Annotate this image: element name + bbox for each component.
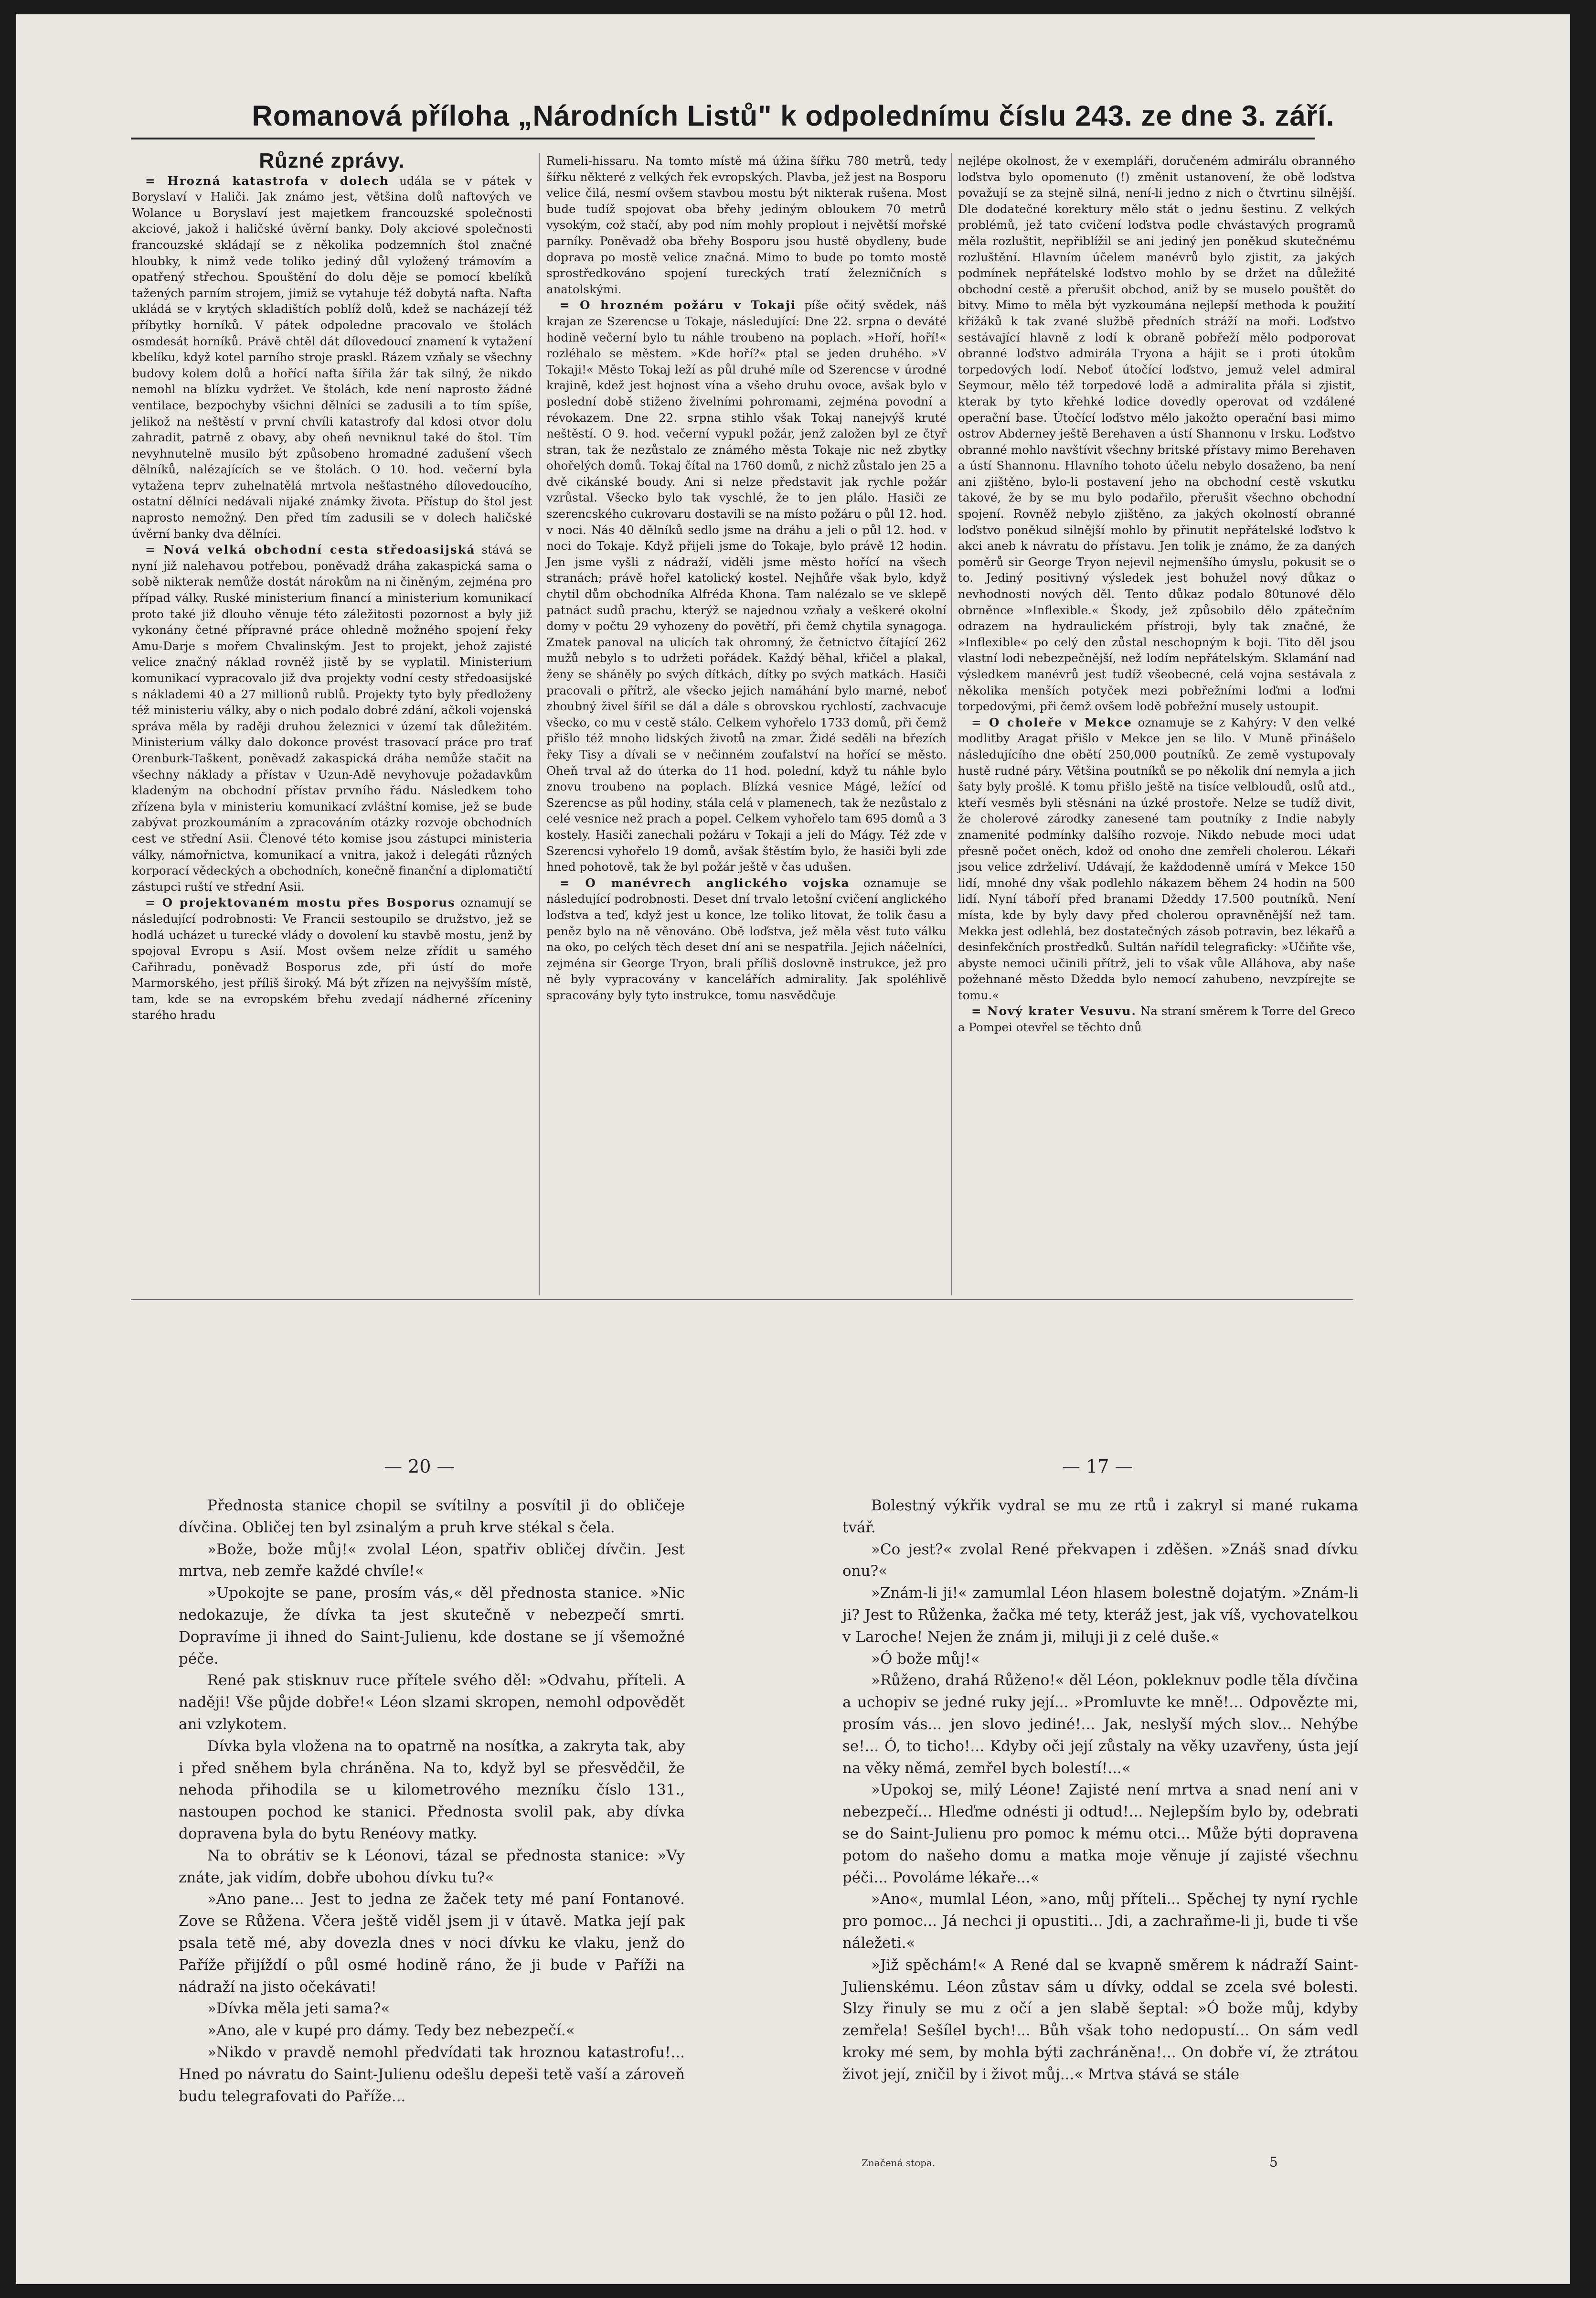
footer-signature-number: 5 (1269, 2154, 1278, 2170)
page-number-right: — 17 — (1062, 1456, 1133, 1477)
novel-paragraph: »Upokoj se, milý Léone! Zajisté není mrtva a snad není ani v nebezpečí... Hleďme odnésti ji odtud!... Nejlepším bylo by, odebrati se do Saint-Julienu pro pomoc k mému otci... Může býti dopravena potom do našeho domu a matka moje věnuje jí zajisté všechnu péči... Povoláme lékaře...« (842, 1781, 1358, 1886)
news-item-text: oznamují se následující podrobnosti: Ve Francii sestoupilo se družstvo, jež se hodlá ucházet u turecké vlády o dovolení ku stavbě mostu, jenž by spojoval Evropu s Asií. Most ovšem nelze zřídit u samého Cařihradu, poněvadž Bosporus zde, při ústí do moře Marmorského, jest příliš široký. Má být zřízen na nejvyšším místě, tam, kde se na evropském břehu zvedají nádherné zříceniny starého hradu (132, 896, 532, 1022)
news-item (132, 173, 532, 542)
news-item (546, 297, 947, 875)
novel-page-left (179, 1495, 685, 2107)
novel-paragraph: »Nikdo v pravdě nemohl předvídati tak hroznou katastrofu!... Hned po návratu do Saint-Julienu odešlu depeši tetě vaší a zároveň budu telegrafovati do Paříže... (179, 2043, 685, 2105)
news-item (546, 153, 947, 297)
news-item-text: oznamuje se z Kahýry: V den velké modlitby Aragat přišlo v Mekce jen se lilo. V Muně přinášelo následujícího dne obětí 250,000 poutníků. Ze země vystupovaly hustě rudné páry. Většina poutníků se po několik dní nemyla a jich šaty byly prošlé. K tomu přišlo ještě na tisíce velbloudů, oslů atd., kteří vesměs byli stěsnáni na úzké prostoře. Nelze se tudíž divit, že cholerové zárodky zanesené tam poutníky z Indie nabyly znamenité podmínky dalšího rozvoje. Nikdo nebude moci udat přesně počet oněch, kdož od onoho dne zemřeli cholerou. Lékaři jsou velice zdrželiví. Udávají, že každodenně umírá v Mekce 150 lidí, mnohé dny však podlehlo nákazem během 24 hodin na 500 lidí. Nyní táboří před branami Džeddy 17.500 poutníků. Není místa, kde by byly davy před cholerou opravněnější než tam. Mekka jest odlehlá, bez dostatečných zásob potravin, bez lékařů a desinfekčních prostředků. Sultán nařídil telegraficky: »Učiňte vše, abyste nemoci učinili přítrž, jeli to však vůle Alláhova, aby naše požehnané město Džedda bylo nemocí zahubeno, nevzpírejte se tomu.« (958, 715, 1355, 1002)
news-item-text: Na straní směrem k Torre del Greco a Pompei otevřel se těchto dnů (958, 1004, 1355, 1035)
novel-paragraph: Přednosta stanice chopil se svítilny a posvítil ji do obličeje dívčina. Obličej ten byl zsinalým a pruh krve stékal s čela. (179, 1497, 685, 1536)
news-item-lead: = Hrozná katastrofa v dolech (145, 173, 389, 188)
novel-paragraph: »Růženo, drahá Růženo!« děl Léon, pokleknuv podle těla dívčina a uchopiv se jedné ruky její... »Promluvte ke mně!... Odpovězte mi, prosím vás... jen slovo jediné!... Jak, neslyší mých slov... Nehýbe se!... Ó, to ticho!... Kdyby oči její zůstaly na věky uzavřeny, ústa její na věky němá, zemřel bych bolestí!...« (842, 1672, 1359, 1777)
novel-paragraph: »Dívka měla jeti sama?« (207, 2000, 390, 2018)
news-item-lead: = O choleře v Mekce (971, 715, 1132, 729)
news-column-1 (132, 149, 532, 1023)
news-item-lead: = Nová velká obchodní cesta středoasijská (145, 543, 476, 557)
novel-paragraph: Dívka byla vložena na to opatrně na nosítka, a zakryta tak, aby i před sněhem byla chráněna. Na to, když byl se přesvědčil, že nehoda přihodila se u kilometrového mezníku číslo 131., nastoupen pochod ke stanici. Přednosta svolil pak, aby dívka dopravena byla do bytu Renéovy matky. (179, 1737, 685, 1842)
footer-printer-mark: Značená stopa. (862, 2157, 936, 2169)
novel-paragraph: Na to obrátiv se k Léonovi, tázal se přednosta stanice: »Vy znáte, jak vidím, dobře ubohou dívku tu?« (179, 1847, 685, 1886)
novel-paragraph: »Ano, ale v kupé pro dámy. Tedy bez nebezpečí.« (207, 2022, 575, 2040)
section-title: Různé zprávy. (259, 149, 405, 172)
news-item-text: nejlépe okolnost, že v exempláři, doručeném admirálu obranného loďstva bylo opomenuto (!) změnit ustanovení, že obě loďstva považují se za stejně silná, není-li jedno z nich o čtvrtinu silnější. Dle dodatečné korektury mělo stát o jednu šestinu. Z velkých problémů, jež tato cvičení loďstva podle chvástavých programů měla rozluštit, nepřiblížil se ani jediný jen poněkud skutečnému rozluštění. Hlavním účelem manévrů bylo zjistit, za jakých podmínek nepřátelské loďstvo mohlo by se držet na důležité obchodní cestě a přerušit obchod, aniž by se muselo pouštět do bitvy. Mimo to měla být vyzkoumána nejlepší methoda k použití křižáků k tak zvané službě předních stráží na moři. Loďstvo sestávající hlavně z lodí k obraně pobřeží mělo podporovat obranné loďstvo admirála Tryona a hájit se i proti útokům torpedových lodí. Neboť útočící loďstvo, jemuž velel admiral Seymour, mělo též torpedové lodě a admiralita přála si zjistit, kterak by tyto křehké lodice dovedly operovat od vzdálené operační base. Útočící loďstvo mělo jakožto operační basi mimo ostrov Abderney ještě Berehaven a ústí Shannonu v Irsku. Loďstvo obranné mohlo navštívit všechny britské přístavy mimo Berehaven a ústí Shannonu. Hlavního tohoto účelu nebylo dosaženo, ba není ani zjištěno, bylo-li postavení jeho na obchodní cestě vskutku takové, že by se mu bylo podařilo, přerušit všechno obchodní spojení. Rovněž nebylo zjištěno, za jakých okolností obranné loďstvo poněkud silnější mohlo by přinutit nepřátelské loďstvo k akci aneb k návratu do přístavu. Jen tolik je známo, že za daných poměrů sir George Tryon nejevil nejmenšího úmyslu, pokusit se o to. Jediný positivný výsledek jest bohužel nový důkaz o nevhodnosti nových děl. Tento důkaz podalo 80tunové dělo obrněnce »Inflexible.« Škody, jež způsobilo dělo zpátečním odrazem na hydraulickém přístroji, byly tak značné, že »Inflexible« po celý den zůstal neschopným k boji. Tito děl jsou vlastní lodi nebezpečnější, než lodím nepřátelským. Sklamání nad výsledkem manévrů jest tudíž všeobecné, celá vojna sestávala z několika menších potyček mezi pobřežními loďmi a loďmi torpedovými, při čemž ovšem lodě pobřežní musely ustoupit. (958, 154, 1355, 714)
news-item-lead: = Nový krater Vesuvu. (971, 1004, 1137, 1018)
novel-paragraph: »Co jest?« zvolal René překvapen i zděšen. »Znáš snad dívku onu?« (842, 1540, 1358, 1580)
news-item (546, 875, 947, 1004)
novel-paragraph: »Ano«, mumlal Léon, »ano, můj příteli... Spěchej ty nyní rychle pro pomoc... Já nechci ji opustiti... Jdi, a zachraňme-li ji, bude ti vše náležeti.« (842, 1891, 1358, 1952)
news-item-text: stává se nyní již nalehavou potřebou, poněvadž dráha zakaspická sama o sobě nikterak nemůže dostát nárokům na ni činěným, zejména pro případ války. Ruské ministerium financí a ministerium komunikací proto také již dlouho věnuje této záležitosti pozornost a byly již vykonány četné přípravné práce ohledně možného spojení řeky Amu-Darje s mořem Chvalinským. Jest to projekt, jehož zajisté velice značný náklad rovněž jistě by se vyplatil. Ministerium komunikací vypracovalo již dva projekty vodní cesty středoasijské s náklademi 40 a 27 millionů rublů. Projekty tyto byly předloženy též ministeriu války, aby o nich podalo dobré zdání, ačkoli vojenská správa měla by raději druhou železnici v území tak důležitém. Ministerium války dalo dokonce provést trasovací práce pro trať Orenburk-Taškent, poněvadž zakaspická dráha nemůže stačit na všechny náklady a přístav v Uzun-Adě nevyhovuje požadavkům kladeným na obchodní přístav prvního řádu. Následkem toho zřízena byla v ministeriu komunikací zvláštní komise, jež se bude zabývat prozkoumáním a zpracováním otázky rozvoje obchodních cest ve střední Asii. Členové této komise jsou zástupci ministeria války, námořnictva, komunikací a vnitra, jakož i delegáti různých korporací vědeckých a obchodních, konečně finanční a diplomatičtí zástupci ruští ve střední Asii. (132, 543, 532, 894)
news-item-text: udála se v pátek v Boryslaví v Haliči. Jak známo jest, většina dolů naftových ve Wolance u Boryslaví jest majetkem francouzské společnosti akciové, jakož i haličské úvěrní banky. Doly akciové společnosti francouzské skládají se z několika podzemních štol značné hloubky, k nimž vede toliko jediný důl vyložený trámovím a opatřený střechou. Spouštění do dolu děje se pomocí kbelíků tažených parním strojem, jimiž se vytahuje též dobytá nafta. Nafta ukládá se v krytých skladištích poblíž dolů, kdež se nacházejí též příbytky horníků. V pátek odpoledne pracovalo ve štolách osmdesát horníků. Právě chtěl dát dílovedoucí znamení k vytažení kbelíku, když kotel parního stroje praskl. Rázem vzňaly se všechny budovy kolem dolů a hořící nafta šířila žár tak silný, že nikdo nemohl na blízku vydržet. Ve štolách, kde není naprosto žádné ventilace, bezpochyby všichni dělníci se zadusili a to tím spíše, jelikož na neštěstí v první chvíli katastrofy dal kdosi otvor dolu zahradit, patrně z obavy, aby oheň nevniknul také do štol. Tím nevyhnutelně musilo být způsobeno hromadné zadušení všech dělníků, nalézajících se ve štolách. O 10. hod. večerní byla vytažena teprv zuhelnatělá mrtvola nešťastného dílovedoucího, ostatní dělníci nedávali nijaké známky života. Přístup do štol jest naprosto nemožný. Den před tím zadusili se v dolech haličské úvěrní banky dva dělníci. (132, 173, 532, 541)
column-divider (539, 153, 540, 1295)
news-item (958, 153, 1355, 715)
news-column-3 (958, 153, 1355, 1036)
fold-rule (131, 1299, 1353, 1300)
masthead-title: Romanová příloha „Národních Listů" k odpolednímu číslu 243. ze dne 3. září. (252, 100, 1335, 132)
novel-paragraph: »Znám-li ji!« zamumlal Léon hlasem bolestně dojatým. »Znám-li ji? Jest to Růženka, žačka mé tety, kteráž jest, jak víš, vychovatelkou v Laroche! Nejen že znám ji, miluji ji z celé duše.« (842, 1584, 1358, 1646)
novel-paragraph: René pak stisknuv ruce přítele svého děl: »Odvahu, příteli. A naději! Vše půjde dobře!« Léon slzami skropen, nemohl odpovědět ani vzlykotem. (179, 1672, 685, 1733)
header-rule (131, 138, 1315, 139)
news-item (958, 715, 1355, 1004)
novel-paragraph: »Bože, bože můj!« zvolal Léon, spatřiv obličej dívčin. Jest mrtva, neb zemře každé chvíle!« (179, 1540, 685, 1580)
news-item-lead: = O manévrech anglického vojska (560, 876, 850, 890)
novel-paragraph: »Již spěchám!« A René dal se kvapně směrem k nádraží Saint-Julienskému. Léon zůstav sám u dívky, oddal se zcela své bolesti. Slzy řinuly se mu z očí a jen slabě šeptal: »Ó bože můj, kdyby zemřela! Sešílel bych!... Bůh však toho nedopustí... On sám vedl kroky mé sem, by mohla býti zachráněna!... On dobře ví, že ztrátou život její, zničil by i život můj...« Mrtva stává se stále (842, 1956, 1358, 2083)
news-item-text: Rumeli-hissaru. Na tomto místě má úžina šířku 780 metrů, tedy šířku některé z velkých řek evropských. Plavba, jež jest na Bosporu velice čilá, nesmí ovšem stavbou mostu být nikterak rušena. Most bude tudíž spojovat oba břehy jediným obloukem 70 metrů vysokým, což stačí, aby pod ním mohly proplout i největší mořské parníky. Poněvadž oba břehy Bosporu jsou hustě obydleny, bude doprava po mostě velice značná. Mimo to bude po tomto mostě sprostředkováno spojení tureckých tratí železničních s anatolskými. (546, 154, 947, 296)
news-item-text: oznamuje se následující podrobnosti. Deset dní trvalo letošní cvičení anglického loďstva a teď, když jest u konce, lze toliko litovat, že tolik času a peněz bylo na ně věnováno. Obě loďstva, jež měla věst tuto válku na oko, po celých těch deset dní ani se nespatřila. Jejich náčelníci, zejména sir George Tryon, brali příliš doslovně instrukce, jež pro ně byly vypracovány v kancelářích admirality. Jak spoléhlivě spracovány byly tyto instrukce, tomu nasvědčuje (546, 876, 947, 1002)
novel-paragraph: »Ó bože můj!« (871, 1650, 980, 1667)
news-item (132, 895, 532, 1023)
novel-paragraph: »Ano pane... Jest to jedna ze žaček tety mé paní Fontanové. Zove se Růžena. Včera ještě viděl jsem ji v útavě. Matka její pak psala tetě mé, aby dovezla dnes v noci dívku ke vlaku, jenž do Paříže přijíždí o půl osmé hodině ráno, že ji bude v Paříži na nádraží na jisto očekávati! (179, 1891, 685, 1996)
news-item-lead: = O hrozném požáru v Tokaji (560, 298, 797, 312)
news-item (132, 542, 532, 895)
novel-page-right (842, 1495, 1358, 2086)
news-column-2 (546, 153, 947, 1003)
column-divider (951, 153, 952, 1295)
news-item-lead: = O projektovaném mostu přes Bosporus (145, 896, 456, 910)
newspaper-page (16, 14, 1570, 2284)
news-item (958, 1003, 1355, 1035)
news-item-text: píše očitý svědek, náš krajan ze Szerencse u Tokaje, následující: Dne 22. srpna o deváté hodině večerní bylo tu náhle troubeno na poplach. »Hoří, hoří!« rozléhalo se městem. »Kde hoří?« ptal se jeden druhého. »V Tokaji!« Město Tokaj leží as půl druhé míle od Szerencse v úrodné krajině, kdež jest hojnost vína a všeho druhu ovoce, avšak bylo v poslední době stiženo živelními pohromami, zejména povodní a révokazem. Dne 22. srpna stihlo však Tokaj nanejvýš kruté neštěstí. O 9. hod. večerní vypukl požár, jenž založen byl ze čtyř stran, tak že nezůstalo ze známého města Tokaje nic než zbytky ohořelých domů. Tokaj čítal na 1760 domů, z nichž zůstalo jen 25 a dvě cikánské boudy. Ani si nelze představit jak rychle požár vzrůstal. Všecko bylo tak vyschlé, že to jen plálo. Hasiči ze szerencského cukrovaru dostavili se na místo požáru o půl 12. hod. v noci. Nás 40 dělníků sedlo jsme na dráhu a jeli o půl 12. hod. v noci do Tokaje. Když přijeli jsme do Tokaje, bylo právě 12 hodin. Jen jsme vyšli z nádraží, viděli jsme město hořící na všech stranách; právě hořel katolický kostel. Nejhůře však bylo, když chytil dům obchodníka Alfréda Khona. Tam nalézalo se ve sklepě patnáct sudů prachu, kterýž se najednou vzňaly a veškeré okolní domy v počtu 29 vyhozeny do povětří, při čemž chytila synagoga. Zmatek panoval na ulicích tak ohromný, že četnictvo čítající 262 mužů nebylo s to udržeti pořádek. Každý běhal, křičel a plakal, ženy se sháněly po svých dítkách, dítky po svých matkách. Hasiči pracovali o přítrž, ale všecko jejich namáhání bylo marné, neboť zhoubný živel šířil se dál a dále s obrovskou rychlostí, zachvacuje všecko, co mu v cestě stálo. Celkem vyhořelo 1733 domů, při čemž přišlo též mnoho lidských životů na zmar. Židé seděli na březích řeky Tisy a dívali se v nečinném zoufalství na hořící se město. Oheň trval až do úterka do 11 hod. polední, když tu náhle bylo znovu troubeno na poplach. Blízká vesnice Mágé, ležící od Szerencse as půl hodiny, stála celá v plamenech, tak že nezůstalo z celé vesnice než prach a popel. Celkem vyhořelo tam 695 domů a 3 kostely. Hasiči zanechali požáru v Tokaji a jeli do Mágy. Též zde v Szerencsi vyhořelo 19 domů, avšak štěstím bylo, že hasiči byli zde hned pohotově, tak že byl požár ještě v čas udušen. (546, 298, 947, 874)
page-number-left: — 20 — (384, 1456, 455, 1477)
novel-paragraph: »Upokojte se pane, prosím vás,« děl přednosta stanice. »Nic nedokazuje, že dívka ta jest skutečně v nebezpečí smrti. Dopravíme ji ihned do Saint-Julienu, kde dostane se jí všemožné péče. (179, 1584, 685, 1667)
novel-paragraph: Bolestný výkřik vydral se mu ze rtů i zakryl si mané rukama tvář. (842, 1497, 1358, 1536)
